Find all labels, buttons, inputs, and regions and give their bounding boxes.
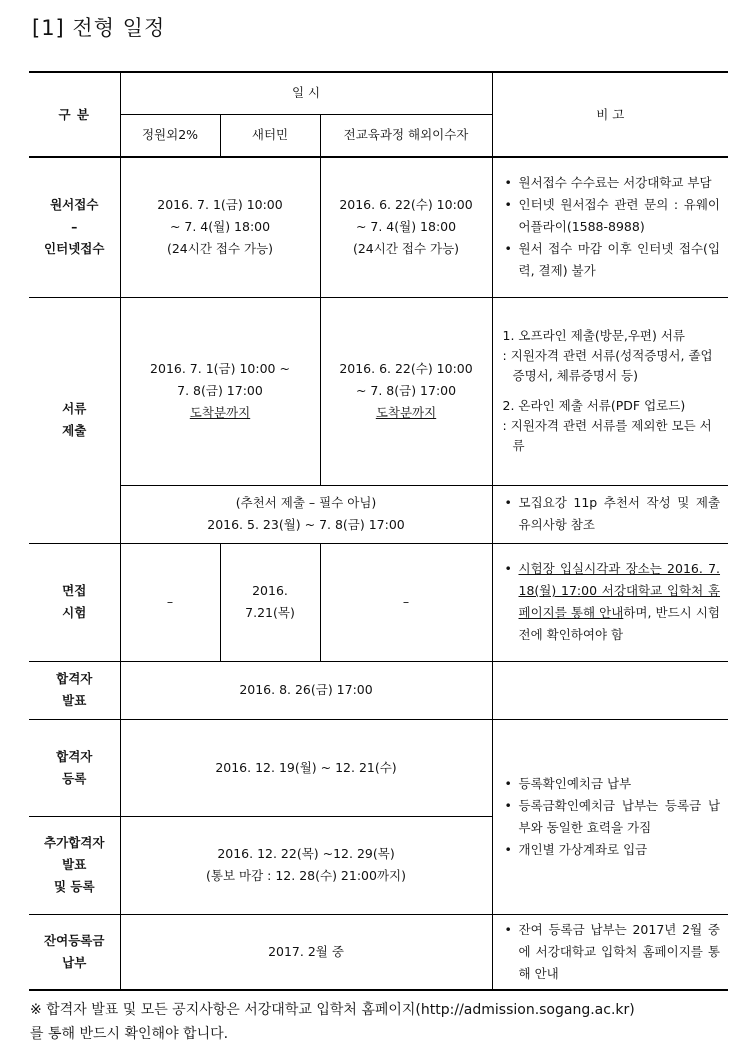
- announcement-date: 2016. 8. 26(금) 17:00: [120, 661, 492, 719]
- recommendation-period: (추천서 제출 – 필수 아님) 2016. 5. 23(월) ~ 7. 8(금) 17:00: [120, 485, 492, 543]
- row-recommendation: [29, 485, 728, 543]
- list-item: • 인터넷 원서접수 관련 문의 : 유웨이어플라이(1588-8988): [505, 194, 721, 238]
- header-bigo: 비 고: [492, 72, 728, 157]
- row-interview: [29, 543, 728, 661]
- label-application: 원서접수 – 인터넷접수: [29, 157, 120, 297]
- header-ilsi: 일 시: [120, 72, 492, 114]
- row-registration: [29, 719, 728, 816]
- balance-notes: [492, 914, 728, 990]
- row-balance: [29, 914, 728, 990]
- interview-quota: –: [120, 543, 220, 661]
- application-period-quota: 2016. 7. 1(금) 10:00 ~ 7. 4(월) 18:00 (24시간 접수 가능): [120, 157, 320, 297]
- list-item: • 원서접수 수수료는 서강대학교 부담: [505, 172, 721, 194]
- documents-period-overseas: 2016. 6. 22(수) 10:00 ~ 7. 8(금) 17:00 도착분까지: [320, 297, 492, 485]
- interview-notes: [492, 543, 728, 661]
- list-item: • 등록금확인예치금 납부는 등록금 납부와 동일한 효력을 가짐: [505, 795, 721, 839]
- row-announcement: [29, 661, 728, 719]
- application-period-overseas: 2016. 6. 22(수) 10:00 ~ 7. 4(월) 18:00 (24시간 접수 가능): [320, 157, 492, 297]
- header-col-defector: 새터민: [220, 114, 320, 157]
- interview-overseas: –: [320, 543, 492, 661]
- label-documents: 서류 제출: [29, 297, 120, 543]
- list-item: • 시험장 입실시각과 장소는 2016. 7. 18(월) 17:00 서강대학교 입학처 홈페이지를 통해 안내하며, 반드시 시험 전에 확인하여야 함: [505, 558, 721, 646]
- list-item: • 모집요강 11p 추천서 작성 및 제출 유의사항 참조: [505, 492, 721, 536]
- application-notes: [492, 157, 728, 297]
- balance-period: 2017. 2월 중: [120, 914, 492, 990]
- footer-notice: ※ 합격자 발표 및 모든 공지사항은 서강대학교 입학처 홈페이지(http://admission.sogang.ac.kr): [30, 1002, 635, 1018]
- header-gubun: 구 분: [29, 72, 120, 157]
- header-col-quota: 정원외2%: [120, 114, 220, 157]
- list-item: • 등록확인예치금 납부: [505, 773, 721, 795]
- announcement-notes: [492, 661, 728, 719]
- list-item: • 잔여 등록금 납부는 2017년 2월 중에 서강대학교 입학처 홈페이지를 통해 안내: [505, 919, 721, 985]
- documents-notes: 1. 오프라인 제출(방문,우편) 서류 : 지원자격 관련 서류(성적증명서, 졸업증명서, 체류증명서 등) 2. 온라인 제출 서류(PDF 업로드) : 지원자격 관련 서류를 제외한 모든 서류: [492, 297, 728, 485]
- row-documents: [29, 297, 728, 485]
- list-item: • 개인별 가상계좌로 입금: [505, 839, 721, 861]
- documents-period-quota: 2016. 7. 1(금) 10:00 ~ 7. 8(금) 17:00 도착분까지: [120, 297, 320, 485]
- schedule-table: [29, 71, 728, 991]
- footer-notice-continued: 를 통해 반드시 확인해야 합니다.: [30, 1026, 229, 1042]
- section-title: [1] 전형 일정: [32, 16, 166, 40]
- header-col-overseas: 전교육과정 해외이수자: [320, 114, 492, 157]
- list-item: • 원서 접수 마감 이후 인터넷 접수(입력, 결제) 불가: [505, 238, 721, 282]
- interview-defector: 2016. 7.21(목): [220, 543, 320, 661]
- label-additional: 추가합격자 발표 및 등록: [29, 816, 120, 914]
- label-balance: 잔여등록금 납부: [29, 914, 120, 990]
- row-application: [29, 157, 728, 297]
- label-interview: 면접 시험: [29, 543, 120, 661]
- additional-period: 2016. 12. 22(목) ~12. 29(목) (통보 마감 : 12. 28(수) 21:00까지): [120, 816, 492, 914]
- label-announcement: 합격자 발표: [29, 661, 120, 719]
- registration-notes: [492, 719, 728, 914]
- recommendation-note: [492, 485, 728, 543]
- registration-period: 2016. 12. 19(월) ~ 12. 21(수): [120, 719, 492, 816]
- label-registration: 합격자 등록: [29, 719, 120, 816]
